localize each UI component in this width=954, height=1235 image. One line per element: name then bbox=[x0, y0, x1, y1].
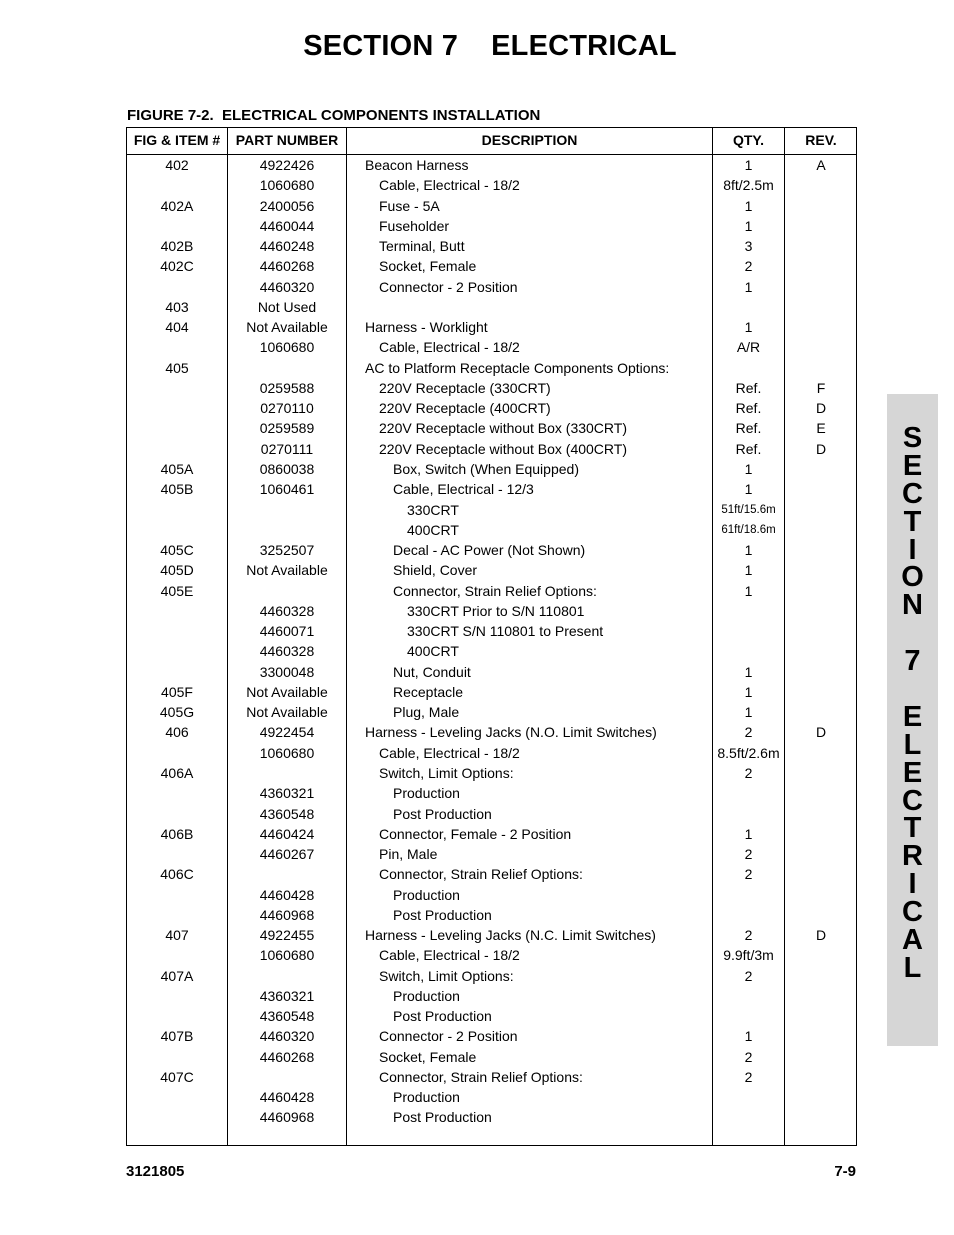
table-row bbox=[127, 601, 856, 621]
description-cell: AC to Platform Receptacle Components Options: bbox=[365, 359, 670, 376]
fig-item-cell: 407 bbox=[165, 927, 189, 944]
part-number-cell: 4360548 bbox=[259, 1008, 315, 1025]
table-row bbox=[127, 337, 856, 357]
description-cell: Connector - 2 Position bbox=[379, 1028, 518, 1045]
description-cell: Connector - 2 Position bbox=[379, 278, 518, 295]
fig-item-cell: 405 bbox=[165, 359, 189, 376]
document-number: 3121805 bbox=[126, 1163, 185, 1180]
qty-cell: 1 bbox=[744, 825, 753, 842]
part-number-cell: 4460267 bbox=[259, 846, 315, 863]
table-row bbox=[127, 216, 856, 236]
description-cell: Beacon Harness bbox=[365, 157, 469, 173]
description-cell: Post Production bbox=[393, 906, 492, 923]
fig-item-cell: 406C bbox=[160, 866, 194, 883]
description-cell: 220V Receptacle without Box (330CRT) bbox=[379, 420, 627, 437]
table-row bbox=[127, 459, 856, 479]
description-cell: 330CRT S/N 110801 to Present bbox=[407, 623, 604, 640]
description-cell: Post Production bbox=[393, 805, 492, 822]
fig-item-cell: 406 bbox=[165, 724, 189, 741]
part-number-cell: 4460428 bbox=[259, 1089, 315, 1106]
table-row bbox=[127, 439, 856, 459]
table-row bbox=[127, 844, 856, 864]
fig-item-cell: 403 bbox=[165, 298, 189, 315]
qty-cell: 51ft/15.6m bbox=[721, 503, 776, 516]
fig-item-cell: 402C bbox=[160, 258, 194, 275]
description-cell: 400CRT bbox=[407, 521, 459, 538]
table-row bbox=[127, 196, 856, 216]
table-row bbox=[127, 905, 856, 925]
table-row bbox=[127, 1067, 856, 1087]
part-number-cell: 0270111 bbox=[260, 440, 314, 457]
table-row bbox=[127, 1087, 856, 1107]
side-tab-letter bbox=[887, 619, 938, 647]
description-cell: Connector, Strain Relief Options: bbox=[379, 1068, 583, 1085]
table-row bbox=[127, 581, 856, 601]
parts-table bbox=[126, 127, 857, 1146]
rev-cell: D bbox=[815, 440, 827, 457]
figure-title: FIGURE 7-2. ELECTRICAL COMPONENTS INSTALLATION bbox=[127, 107, 541, 124]
fig-item-cell: 405E bbox=[160, 582, 194, 599]
description-cell: Connector, Strain Relief Options: bbox=[393, 582, 597, 599]
side-tab-letter: L bbox=[903, 951, 922, 984]
qty-cell: 1 bbox=[744, 1028, 753, 1045]
table-row bbox=[127, 398, 856, 418]
section-title: SECTION 7 ELECTRICAL bbox=[303, 30, 677, 62]
description-cell: Cable, Electrical - 18/2 bbox=[379, 339, 520, 356]
part-number-cell: 4460268 bbox=[259, 1048, 315, 1065]
side-tab-letter: C bbox=[902, 896, 923, 929]
qty-cell: 2 bbox=[744, 927, 753, 944]
description-cell: Pin, Male bbox=[379, 846, 438, 863]
qty-cell: 8.5ft/2.6m bbox=[717, 744, 780, 761]
page-number: 7-9 bbox=[834, 1163, 856, 1180]
description-cell: 330CRT bbox=[407, 501, 459, 518]
fig-item-cell: 404 bbox=[165, 319, 189, 336]
qty-cell: 1 bbox=[744, 460, 753, 477]
part-number-cell: 4922454 bbox=[259, 724, 315, 741]
table-row bbox=[127, 1107, 856, 1127]
description-cell: Harness - Leveling Jacks (N.C. Limit Switches) bbox=[365, 927, 656, 944]
description-cell: Harness - Worklight bbox=[365, 319, 488, 336]
table-row bbox=[127, 560, 856, 580]
table-row bbox=[127, 662, 856, 682]
fig-item-cell: 402A bbox=[160, 197, 194, 214]
qty-cell: Ref. bbox=[735, 400, 762, 417]
table-row bbox=[127, 520, 856, 540]
qty-cell: 61ft/18.6m bbox=[721, 523, 776, 536]
side-tab-letter: C bbox=[902, 784, 923, 817]
description-cell: Production bbox=[393, 987, 460, 1004]
qty-cell: Ref. bbox=[735, 440, 762, 457]
table-row bbox=[127, 702, 856, 722]
part-number-cell: 4460044 bbox=[259, 217, 315, 234]
table-row bbox=[127, 986, 856, 1006]
table-row bbox=[127, 540, 856, 560]
table-row bbox=[127, 175, 856, 195]
fig-item-cell: 405B bbox=[160, 481, 194, 498]
description-cell: Harness - Leveling Jacks (N.O. Limit Switches) bbox=[365, 724, 657, 741]
table-row bbox=[127, 277, 856, 297]
header-rev: REV. bbox=[805, 132, 837, 148]
table-row bbox=[127, 155, 856, 175]
part-number-cell: 4922455 bbox=[259, 927, 315, 944]
table-row bbox=[127, 804, 856, 824]
description-cell: Cable, Electrical - 18/2 bbox=[379, 744, 520, 761]
part-number-cell: 4460268 bbox=[259, 258, 315, 275]
side-tab-letter: T bbox=[903, 505, 922, 538]
part-number-cell: 0259588 bbox=[259, 379, 315, 396]
fig-item-cell: 402 bbox=[165, 157, 189, 173]
side-tab-letter: L bbox=[903, 728, 922, 761]
description-cell: Fuse - 5A bbox=[379, 197, 440, 214]
description-cell: Cable, Electrical - 18/2 bbox=[379, 947, 520, 964]
part-number-cell: 1060680 bbox=[259, 339, 315, 356]
side-tab-letter: A bbox=[902, 924, 923, 957]
side-tab-letter bbox=[887, 675, 938, 703]
table-row bbox=[127, 682, 856, 702]
fig-item-cell: 405G bbox=[159, 704, 195, 721]
header-qty: QTY. bbox=[732, 132, 765, 148]
qty-cell: 2 bbox=[744, 1048, 753, 1065]
rev-cell: F bbox=[816, 379, 826, 396]
qty-cell: 1 bbox=[744, 663, 753, 680]
fig-item-cell: 406A bbox=[160, 764, 194, 781]
qty-cell: 1 bbox=[744, 582, 753, 599]
qty-cell: 2 bbox=[744, 967, 753, 984]
qty-cell: 1 bbox=[744, 197, 753, 214]
fig-item-cell: 407C bbox=[160, 1068, 194, 1085]
part-number-cell: 4460968 bbox=[259, 906, 315, 923]
description-cell: Production bbox=[393, 785, 460, 802]
table-row bbox=[127, 722, 856, 742]
description-cell: Box, Switch (When Equipped) bbox=[393, 460, 579, 477]
description-cell: Decal - AC Power (Not Shown) bbox=[393, 542, 586, 559]
qty-cell: 1 bbox=[744, 319, 753, 336]
table-row bbox=[127, 256, 856, 276]
part-number-cell: 4360548 bbox=[259, 805, 315, 822]
side-tab-letter: O bbox=[901, 561, 924, 594]
description-cell: Cable, Electrical - 12/3 bbox=[393, 481, 534, 498]
section-side-tab bbox=[887, 394, 938, 1046]
description-cell: Socket, Female bbox=[379, 1048, 477, 1065]
part-number-cell: 4460428 bbox=[259, 886, 315, 903]
fig-item-cell: 406B bbox=[160, 825, 194, 842]
part-number-cell: 1060461 bbox=[259, 481, 315, 498]
part-number-cell: 0860038 bbox=[259, 460, 315, 477]
part-number-cell: 4460320 bbox=[259, 278, 315, 295]
side-tab-text bbox=[887, 424, 938, 982]
rev-cell: D bbox=[815, 400, 827, 417]
part-number-cell: Not Used bbox=[257, 298, 317, 315]
description-cell: Socket, Female bbox=[379, 258, 477, 275]
side-tab-letter: E bbox=[902, 700, 923, 733]
description-cell: Plug, Male bbox=[393, 704, 460, 721]
side-tab-letter: T bbox=[903, 812, 922, 845]
table-header bbox=[127, 128, 856, 155]
table-row bbox=[127, 824, 856, 844]
side-tab-letter: E bbox=[902, 756, 923, 789]
table-row bbox=[127, 236, 856, 256]
qty-cell: 2 bbox=[744, 258, 753, 275]
table-row bbox=[127, 966, 856, 986]
description-cell: Shield, Cover bbox=[393, 562, 478, 579]
description-cell: 220V Receptacle (330CRT) bbox=[379, 379, 551, 396]
rev-cell: A bbox=[816, 157, 826, 173]
rev-cell: E bbox=[816, 420, 826, 437]
part-number-cell: Not Available bbox=[246, 704, 328, 721]
table-row bbox=[127, 479, 856, 499]
side-tab-letter: N bbox=[902, 589, 923, 622]
qty-cell: 1 bbox=[744, 278, 753, 295]
description-cell: Post Production bbox=[393, 1008, 492, 1025]
side-tab-letter: C bbox=[902, 477, 923, 510]
description-cell: 220V Receptacle without Box (400CRT) bbox=[379, 440, 627, 457]
description-cell: Connector, Female - 2 Position bbox=[379, 825, 572, 842]
table-row bbox=[127, 297, 856, 317]
description-cell: Switch, Limit Options: bbox=[379, 764, 514, 781]
qty-cell: 1 bbox=[744, 704, 753, 721]
part-number-cell: 0259589 bbox=[259, 420, 315, 437]
description-cell: Terminal, Butt bbox=[379, 238, 465, 255]
fig-item-cell: 405F bbox=[161, 683, 193, 700]
table-row bbox=[127, 763, 856, 783]
header-part-number: PART NUMBER bbox=[235, 132, 339, 148]
part-number-cell: Not Available bbox=[246, 562, 328, 579]
qty-cell: 2 bbox=[744, 724, 753, 741]
description-cell: Connector, Strain Relief Options: bbox=[379, 866, 583, 883]
part-number-cell: 4360321 bbox=[259, 785, 315, 802]
fig-item-cell: 407A bbox=[160, 967, 194, 984]
qty-cell: 2 bbox=[744, 764, 753, 781]
side-tab-letter: 7 bbox=[904, 645, 921, 678]
part-number-cell: 4460328 bbox=[259, 643, 315, 660]
qty-cell: Ref. bbox=[735, 379, 762, 396]
table-row bbox=[127, 864, 856, 884]
qty-cell: 9.9ft/3m bbox=[723, 947, 774, 964]
header-fig-item: FIG & ITEM # bbox=[133, 132, 221, 148]
qty-cell: Ref. bbox=[735, 420, 762, 437]
part-number-cell: 4460071 bbox=[259, 623, 315, 640]
part-number-cell: 1060680 bbox=[259, 744, 315, 761]
table-row bbox=[127, 945, 856, 965]
qty-cell: A/R bbox=[736, 339, 761, 356]
part-number-cell: 4460424 bbox=[259, 825, 315, 842]
part-number-cell: 3252507 bbox=[259, 542, 315, 559]
description-cell: Post Production bbox=[393, 1109, 492, 1126]
table-body bbox=[127, 155, 856, 1128]
table-row bbox=[127, 783, 856, 803]
part-number-cell: Not Available bbox=[246, 683, 328, 700]
qty-cell: 1 bbox=[744, 562, 753, 579]
table-row bbox=[127, 500, 856, 520]
side-tab-letter: E bbox=[902, 449, 923, 482]
part-number-cell: 4460320 bbox=[259, 1028, 315, 1045]
description-cell: Nut, Conduit bbox=[393, 663, 471, 680]
part-number-cell: 1060680 bbox=[259, 177, 315, 194]
side-tab-letter: I bbox=[908, 533, 917, 566]
rev-cell: D bbox=[815, 927, 827, 944]
description-cell: Fuseholder bbox=[379, 217, 450, 234]
part-number-cell: 0270110 bbox=[260, 400, 314, 417]
part-number-cell: 4460248 bbox=[259, 238, 315, 255]
table-row bbox=[127, 1026, 856, 1046]
table-row bbox=[127, 317, 856, 337]
description-cell: Production bbox=[393, 1089, 460, 1106]
table-row bbox=[127, 1047, 856, 1067]
table-row bbox=[127, 418, 856, 438]
table-row bbox=[127, 378, 856, 398]
table-row bbox=[127, 1006, 856, 1026]
qty-cell: 2 bbox=[744, 866, 753, 883]
description-cell: 330CRT Prior to S/N 110801 bbox=[407, 602, 585, 619]
qty-cell: 8ft/2.5m bbox=[723, 177, 774, 194]
side-tab-letter: I bbox=[908, 868, 917, 901]
description-cell: Switch, Limit Options: bbox=[379, 967, 514, 984]
fig-item-cell: 405D bbox=[160, 562, 194, 579]
description-cell: Production bbox=[393, 886, 460, 903]
table-row bbox=[127, 743, 856, 763]
part-number-cell: 4360321 bbox=[259, 987, 315, 1004]
qty-cell: 2 bbox=[744, 846, 753, 863]
qty-cell: 1 bbox=[744, 157, 753, 173]
part-number-cell: 3300048 bbox=[259, 663, 315, 680]
description-cell: Receptacle bbox=[393, 683, 464, 700]
part-number-cell: 2400056 bbox=[259, 197, 315, 214]
side-tab-letter: R bbox=[902, 840, 923, 873]
description-cell: 400CRT bbox=[407, 643, 459, 660]
table-row bbox=[127, 885, 856, 905]
header-description: DESCRIPTION bbox=[481, 132, 578, 148]
side-tab-letter: S bbox=[902, 422, 923, 454]
part-number-cell: 4460968 bbox=[259, 1109, 315, 1126]
rev-cell: D bbox=[815, 724, 827, 741]
qty-cell: 2 bbox=[744, 1068, 753, 1085]
qty-cell: 3 bbox=[744, 238, 753, 255]
qty-cell: 1 bbox=[744, 481, 753, 498]
table-row bbox=[127, 358, 856, 378]
fig-item-cell: 405C bbox=[160, 542, 194, 559]
table-row bbox=[127, 621, 856, 641]
qty-cell: 1 bbox=[744, 683, 753, 700]
description-cell: 220V Receptacle (400CRT) bbox=[379, 400, 551, 417]
qty-cell: 1 bbox=[744, 217, 753, 234]
part-number-cell: 4922426 bbox=[259, 157, 315, 173]
part-number-cell: 1060680 bbox=[259, 947, 315, 964]
table-row bbox=[127, 641, 856, 661]
fig-item-cell: 405A bbox=[160, 460, 194, 477]
description-cell: Cable, Electrical - 18/2 bbox=[379, 177, 520, 194]
table-row bbox=[127, 925, 856, 945]
part-number-cell: 4460328 bbox=[259, 602, 315, 619]
fig-item-cell: 407B bbox=[160, 1028, 194, 1045]
part-number-cell: Not Available bbox=[246, 319, 328, 336]
qty-cell: 1 bbox=[744, 542, 753, 559]
fig-item-cell: 402B bbox=[160, 238, 194, 255]
